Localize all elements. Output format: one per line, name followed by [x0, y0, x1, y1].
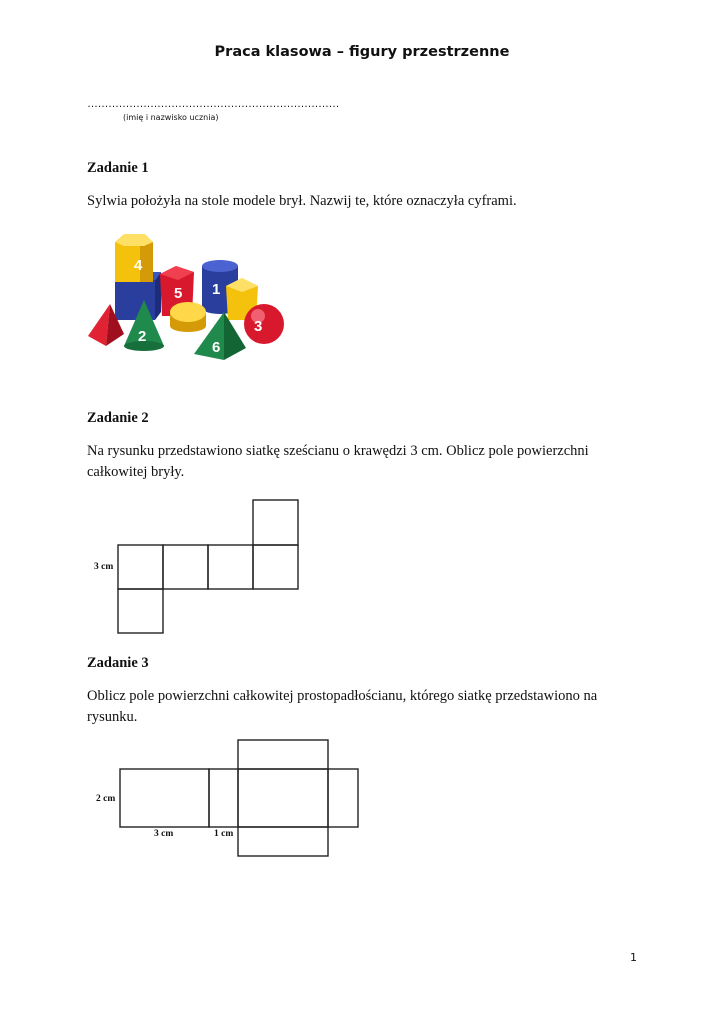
- solid-number-3: 3: [254, 318, 263, 335]
- task-2-text: Na rysunku przedstawiono siatkę sześcianu o krawędzi 3 cm. Oblicz pole powierzchni całkowitej bryły.: [87, 443, 589, 480]
- cuboid-height-label: 2 cm: [96, 794, 116, 804]
- student-name-label: (imię i nazwisko ucznia): [123, 113, 219, 122]
- student-name-line: ………………………………………………………………: [87, 98, 339, 110]
- solids-photo: [84, 228, 304, 363]
- task-3-heading: Zadanie 3: [87, 655, 149, 671]
- cube-edge-label: 3 cm: [94, 562, 114, 572]
- task-2-heading: Zadanie 2: [87, 410, 149, 426]
- cuboid-net: [117, 737, 361, 861]
- solid-number-2: 2: [138, 328, 147, 345]
- cuboid-length-label: 3 cm: [154, 829, 174, 839]
- task-1-heading: Zadanie 1: [87, 160, 149, 176]
- solid-number-4: 4: [134, 257, 143, 274]
- yellow-cylinder: [170, 302, 206, 332]
- cuboid-width-label: 1 cm: [214, 829, 234, 839]
- page-title: Praca klasowa – figury przestrzenne: [214, 44, 510, 60]
- red-sphere: [244, 304, 284, 344]
- solid-number-6: 6: [212, 339, 221, 356]
- solid-number-5: 5: [174, 285, 183, 302]
- yellow-hex-prism: [115, 234, 153, 282]
- task-1-text: Sylwia położyła na stole modele brył. Nazwij te, które oznaczyła cyframi.: [87, 193, 517, 209]
- page-number: 1: [630, 951, 637, 964]
- cube-net: [115, 497, 301, 637]
- solid-number-1: 1: [212, 281, 221, 298]
- task-3-text: Oblicz pole powierzchni całkowitej prostopadłościanu, którego siatkę przedstawiono na rysunku.: [87, 688, 598, 725]
